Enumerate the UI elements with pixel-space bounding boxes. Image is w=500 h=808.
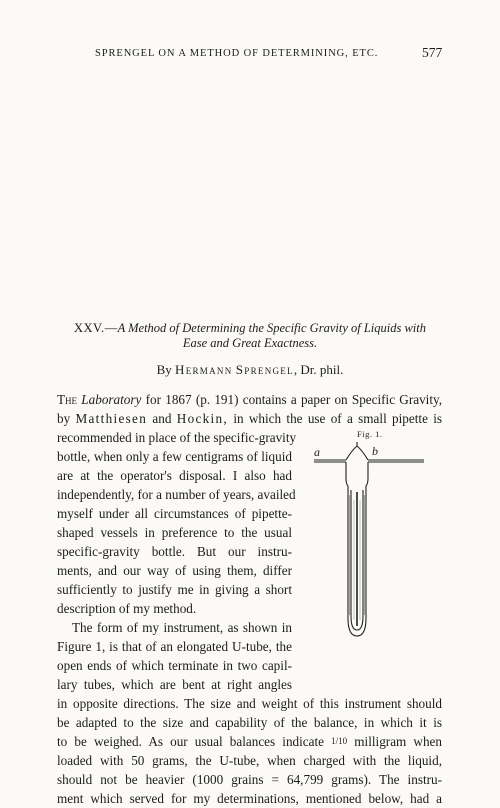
text-line: sufficiently to justify me in giving a short <box>57 582 292 597</box>
text-line: in opposite directions. The size and weight of this instrument should <box>57 696 442 711</box>
u-tube-figure <box>312 440 427 645</box>
text-line: recommended in place of the specific-gravity <box>57 430 297 445</box>
page-number: 577 <box>422 45 443 60</box>
author-byline <box>0 362 500 378</box>
text-line: open ends of which terminate in two capil- <box>57 658 292 673</box>
text-line: should not be heavier (1000 grains = 64,799 grams). The instru- <box>57 772 442 787</box>
running-head <box>0 45 500 65</box>
text-line: The form of my instrument, as shown in <box>72 620 292 635</box>
text-line: ments, and our way of using them, differ <box>57 563 292 578</box>
cited-author: Hockin, <box>176 411 229 426</box>
text-run: by <box>57 411 71 426</box>
byline-by: By <box>156 362 176 377</box>
text-line: lary tubes, which are bent at right angles <box>57 677 292 692</box>
author-first-name: Hermann <box>175 362 233 377</box>
text-run: in which the use of a small pipette is <box>233 411 443 426</box>
text-line: description of my method. <box>57 601 197 616</box>
author-degree: , Dr. phil. <box>293 362 344 377</box>
figure-label-b: b <box>372 444 378 458</box>
text-line: are at the operator's disposal. I also had <box>57 468 292 483</box>
figure-caption: Fig. 1. <box>357 429 383 439</box>
title-line-1: A Method of Determining the Specific Gravity of Liquids with <box>117 321 427 335</box>
author-last-name: Sprengel <box>235 362 294 377</box>
fraction: 1/10 <box>331 736 348 746</box>
text-line: Figure 1, is that of an elongated U-tube, the <box>57 639 292 654</box>
cited-author: Matthiesen <box>75 411 148 426</box>
text-line: specific-gravity bottle. But our instru- <box>57 544 292 559</box>
text-run: to be weighed. As our usual balances indicate <box>57 734 325 749</box>
text-run: and <box>152 411 172 426</box>
text-line: independently, for a number of years, availed <box>57 487 296 502</box>
text-run: The <box>57 392 78 407</box>
text-run: milligram when <box>354 734 442 749</box>
text-line: ment which served for my determinations, mentioned below, had a <box>57 791 442 806</box>
running-head-title: SPRENGEL ON A METHOD OF DETERMINING, ETC. <box>95 48 379 59</box>
text-line: myself under all circumstances of pipette- <box>57 506 292 521</box>
text-run: for 1867 (p. 191) contains a paper on Specific Gravity, <box>145 392 443 407</box>
text-line <box>57 390 442 409</box>
figure-label-a: a <box>314 445 320 459</box>
journal-name: Laboratory <box>81 392 142 407</box>
text-line: shaped vessels in preference to the usual <box>57 525 292 540</box>
text-line: bottle, when only a few centigrams of liquid <box>57 449 292 464</box>
article-number: XXV.— <box>73 321 118 335</box>
article-title <box>30 321 470 351</box>
title-line-2: Ease and Great Exactness. <box>182 336 318 350</box>
text-line: loaded with 50 grams, the U-tube, when charged with the liquid, <box>57 753 442 768</box>
text-line <box>57 409 442 428</box>
text-line: be adapted to the size and capability of the balance, in which it is <box>57 715 442 730</box>
text-line <box>57 732 442 751</box>
